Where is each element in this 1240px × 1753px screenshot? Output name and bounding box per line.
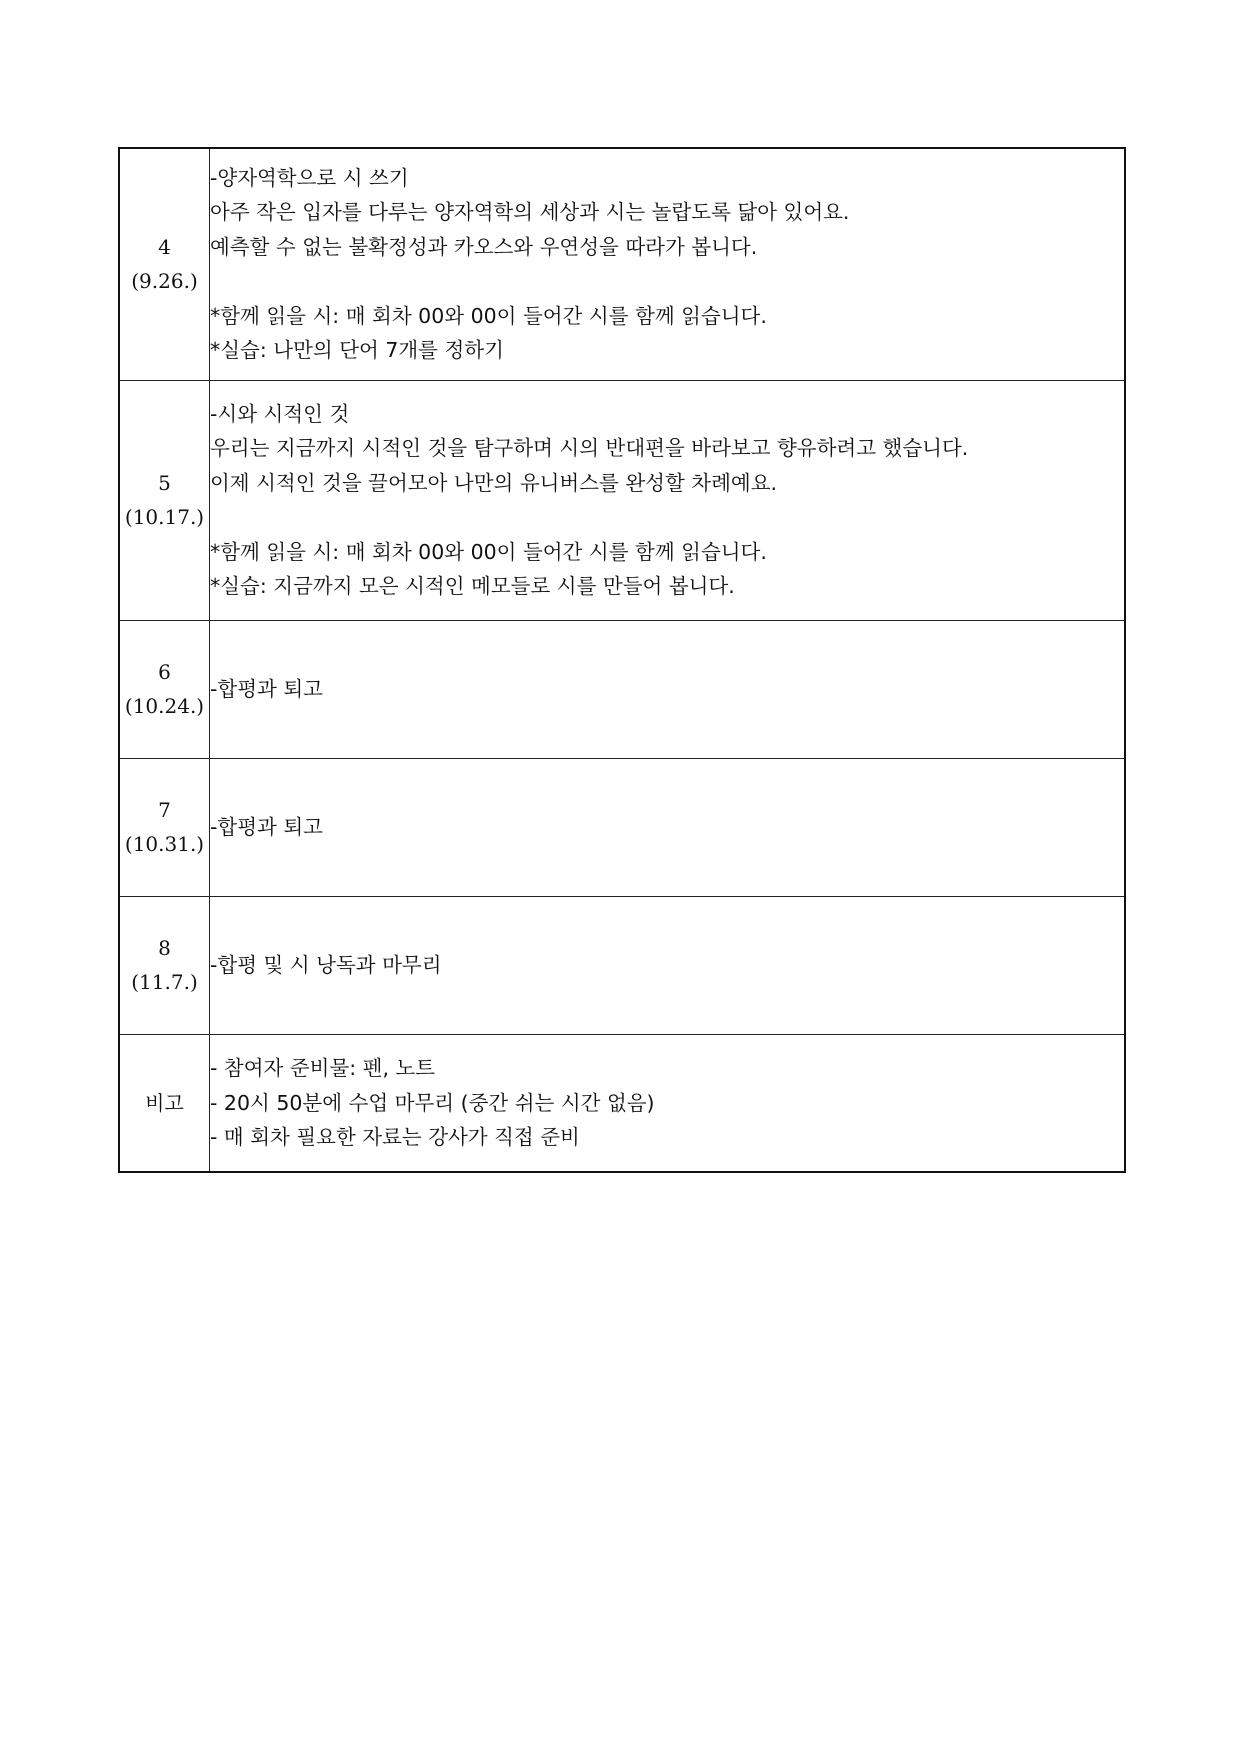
session-content-cell: [210, 896, 1126, 1034]
session-title: -합평 및 시 낭독과 마무리: [210, 952, 442, 977]
curriculum-table: [118, 147, 1126, 1173]
session-content-cell: [210, 380, 1126, 620]
practice-note: *실습: 나만의 단어 7개를 정하기: [210, 338, 504, 363]
session-number: 8: [158, 936, 171, 960]
session-title: -합평과 퇴고: [210, 814, 323, 839]
session-number-cell: [119, 148, 210, 380]
session-description-line: 예측할 수 없는 불확정성과 카오스와 우연성을 따라가 봅니다.: [210, 234, 758, 259]
session-row-6: [119, 620, 1125, 758]
session-row-8: [119, 896, 1125, 1034]
session-number-cell: [119, 896, 210, 1034]
session-description-line: 이제 시적인 것을 끌어모아 나만의 유니버스를 완성할 차례예요.: [210, 470, 778, 495]
remarks-content-cell: [210, 1034, 1126, 1172]
session-number: 6: [158, 660, 171, 684]
remark-item: - 매 회차 필요한 자료는 강사가 직접 준비: [210, 1125, 580, 1149]
session-content-cell: [210, 148, 1126, 380]
session-title: -양자역학으로 시 쓰기: [210, 165, 409, 190]
reading-note: *함께 읽을 시: 매 회차 00와 00이 들어간 시를 함께 읽습니다.: [210, 303, 767, 328]
session-title: -시와 시적인 것: [210, 401, 350, 426]
remark-item: - 20시 50분에 수업 마무리 (중간 쉬는 시간 없음): [210, 1090, 655, 1115]
session-number: 7: [158, 798, 171, 822]
practice-note: *실습: 지금까지 모은 시적인 메모들로 시를 만들어 봅니다.: [210, 574, 735, 598]
session-date: (10.31.): [124, 832, 205, 856]
session-row-5: [119, 380, 1125, 620]
blank-line: [210, 500, 1124, 535]
session-date: (9.26.): [131, 269, 198, 294]
session-number-cell: [119, 620, 210, 758]
session-content-cell: [210, 620, 1126, 758]
remarks-label: 비고: [145, 1090, 184, 1115]
session-description-line: 아주 작은 입자를 다루는 양자역학의 세상과 시는 놀랍도록 닮아 있어요.: [210, 200, 850, 225]
session-date: (11.7.): [131, 970, 198, 994]
blank-line: [210, 264, 1124, 299]
session-number-cell: [119, 758, 210, 896]
session-row-7: [119, 758, 1125, 896]
remark-item: - 참여자 준비물: 펜, 노트: [210, 1056, 436, 1080]
session-date: (10.17.): [124, 505, 205, 529]
session-content-cell: [210, 758, 1126, 896]
session-number-cell: [119, 380, 210, 620]
remarks-row: [119, 1034, 1125, 1172]
session-title: -합평과 퇴고: [210, 676, 323, 701]
curriculum-sheet: [118, 147, 1126, 1173]
session-description-line: 우리는 지금까지 시적인 것을 탐구하며 시의 반대편을 바라보고 향유하려고 했습니다.: [210, 436, 969, 460]
session-date: (10.24.): [124, 694, 205, 718]
session-number: 4: [158, 235, 171, 260]
session-number: 5: [158, 471, 171, 495]
reading-note: *함께 읽을 시: 매 회차 00와 00이 들어간 시를 함께 읽습니다.: [210, 539, 767, 564]
remarks-label-cell: [119, 1034, 210, 1172]
session-row-4: [119, 148, 1125, 380]
